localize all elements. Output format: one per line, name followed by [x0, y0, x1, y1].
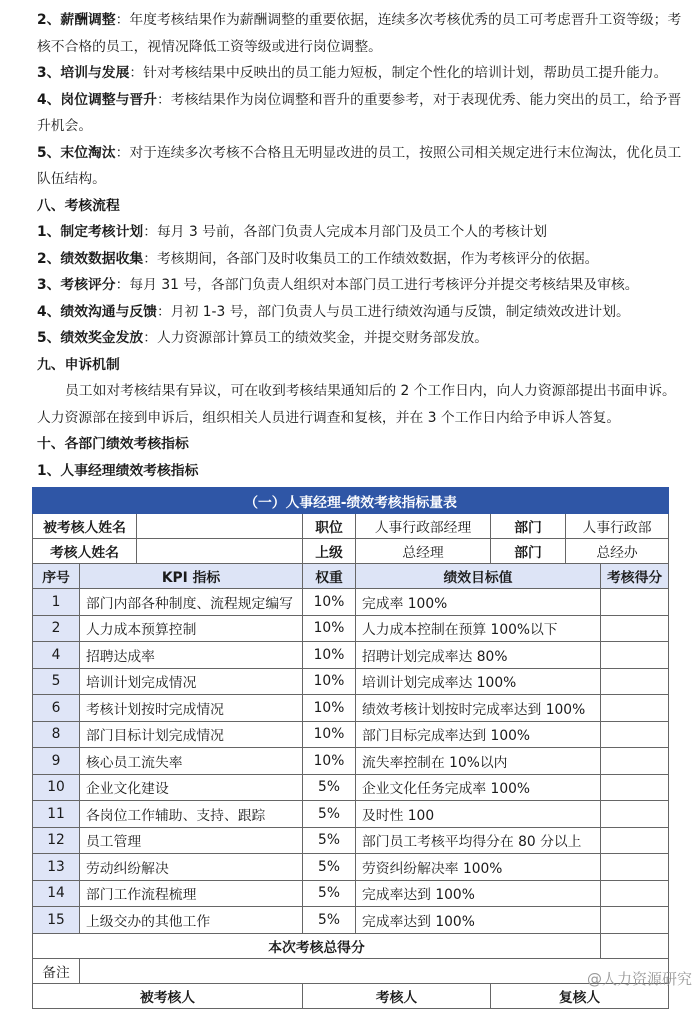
paragraph — [37, 87, 685, 140]
process-item — [37, 246, 685, 273]
kpi-weight: 5% — [303, 827, 356, 854]
paragraph — [37, 60, 685, 87]
info-key: 上级 — [303, 539, 356, 564]
table-row — [33, 801, 669, 828]
kpi-name: 部门内部各种制度、流程规定编写 — [80, 589, 303, 616]
row-number: 4 — [33, 642, 80, 669]
kpi-name: 员工管理 — [80, 827, 303, 854]
info-key: 部门 — [491, 539, 566, 564]
item-text: ：考核期间，各部门及时收集员工的工作绩效数据，作为考核评分的依据。 — [143, 250, 599, 267]
kpi-weight: 10% — [303, 695, 356, 722]
kpi-weight: 5% — [303, 907, 356, 934]
signature-assessee: 被考核人 — [33, 983, 303, 1008]
col-header: 权重 — [303, 564, 356, 589]
section-heading: 十、各部门绩效考核指标 — [37, 436, 189, 452]
signature-reviewer: 复核人 — [491, 983, 669, 1008]
kpi-target: 部门员工考核平均得分在 80 分以上 — [356, 827, 601, 854]
kpi-name: 部门目标计划完成情况 — [80, 721, 303, 748]
kpi-target: 企业文化任务完成率 100% — [356, 774, 601, 801]
kpi-name: 部门工作流程梳理 — [80, 880, 303, 907]
kpi-target: 部门目标完成率达到 100% — [356, 721, 601, 748]
table-row — [33, 774, 669, 801]
process-item — [37, 219, 685, 246]
kpi-name: 核心员工流失率 — [80, 748, 303, 775]
info-label: 被考核人姓名 — [33, 514, 137, 539]
info-row — [33, 539, 669, 564]
info-value: 人事行政部 — [566, 514, 669, 539]
kpi-weight: 10% — [303, 748, 356, 775]
appeal-text: 员工如对考核结果有异议，可在收到考核结果通知后的 2 个工作日内，向人力资源部提出书面申诉。人力资源部在接到申诉后，组织相关人员进行调查和复核，并在 3 个工作日内给予申诉人答复。 — [37, 383, 676, 426]
score-cell[interactable] — [601, 774, 669, 801]
weibo-watermark: @人力资源研究 — [586, 970, 692, 988]
para-lead: 3、培训与发展 — [37, 65, 130, 81]
signature-row — [33, 983, 669, 1008]
item-lead: 1、制定考核计划 — [37, 224, 144, 240]
total-score-cell[interactable] — [601, 933, 669, 958]
row-number: 1 — [33, 589, 80, 616]
info-value: 总经理 — [356, 539, 491, 564]
col-header: KPI 指标 — [80, 564, 303, 589]
table-title: （一）人事经理-绩效考核指标量表 — [33, 488, 669, 514]
para-lead: 2、薪酬调整 — [37, 12, 116, 28]
para-text: ：针对考核结果中反映出的员工能力短板，制定个性化的培训计划，帮助员工提升能力。 — [129, 65, 668, 81]
score-cell[interactable] — [601, 854, 669, 881]
score-cell[interactable] — [601, 880, 669, 907]
item-lead: 5、绩效奖金发放 — [37, 330, 144, 346]
kpi-target: 培训计划完成率达 100% — [356, 668, 601, 695]
header-row — [33, 564, 669, 589]
kpi-name: 企业文化建设 — [80, 774, 303, 801]
table-row — [33, 721, 669, 748]
section-heading: 九、申诉机制 — [37, 356, 120, 373]
table-row — [33, 668, 669, 695]
assessor-name-field[interactable] — [137, 539, 303, 564]
assessee-name-field[interactable] — [137, 514, 303, 539]
kpi-weight: 5% — [303, 854, 356, 881]
kpi-target: 完成率达到 100% — [356, 880, 601, 907]
table-row — [33, 880, 669, 907]
table-row — [33, 615, 669, 642]
remark-label: 备注 — [33, 958, 80, 983]
item-text: ：人力资源部计算员工的绩效奖金，并提交财务部发放。 — [143, 330, 489, 346]
kpi-weight: 10% — [303, 721, 356, 748]
kpi-weight: 5% — [303, 880, 356, 907]
row-number: 8 — [33, 721, 80, 748]
kpi-weight: 10% — [303, 642, 356, 669]
item-lead: 2、绩效数据收集 — [37, 250, 144, 267]
score-cell[interactable] — [601, 801, 669, 828]
info-key: 职位 — [303, 514, 356, 539]
score-cell[interactable] — [601, 642, 669, 669]
kpi-weight: 5% — [303, 774, 356, 801]
paragraph — [37, 7, 685, 60]
kpi-name: 上级交办的其他工作 — [80, 907, 303, 934]
score-cell[interactable] — [601, 695, 669, 722]
kpi-name: 各岗位工作辅助、支持、跟踪 — [80, 801, 303, 828]
paragraph — [37, 140, 685, 193]
table-row — [33, 748, 669, 775]
col-header: 绩效目标值 — [356, 564, 601, 589]
signature-assessor: 考核人 — [303, 983, 491, 1008]
table-row — [33, 642, 669, 669]
page-flow — [0, 7, 700, 1009]
kpi-name: 考核计划按时完成情况 — [80, 695, 303, 722]
col-header: 考核得分 — [601, 564, 669, 589]
para-lead: 5、末位淘汰 — [37, 144, 116, 161]
info-value: 总经办 — [566, 539, 669, 564]
row-number: 2 — [33, 615, 80, 642]
para-text: ：对于连续多次考核不合格且无明显改进的员工，按照公司相关规定进行末位淘汰，优化员工队伍结构。 — [37, 144, 682, 187]
kpi-name: 人力成本预算控制 — [80, 615, 303, 642]
item-lead: 3、考核评分 — [37, 277, 116, 293]
subsection-heading: 1、人事经理绩效考核指标 — [37, 462, 199, 479]
kpi-name: 培训计划完成情况 — [80, 668, 303, 695]
process-item — [37, 325, 685, 352]
kpi-target: 绩效考核计划按时完成率达到 100% — [356, 695, 601, 722]
kpi-weight: 5% — [303, 801, 356, 828]
kpi-target: 完成率 100% — [356, 589, 601, 616]
process-item — [37, 272, 685, 299]
kpi-target: 劳资纠纷解决率 100% — [356, 854, 601, 881]
process-item — [37, 299, 685, 326]
item-text: ：每月 3 号前，各部门负责人完成本月部门及员工个人的考核计划 — [143, 224, 548, 240]
total-row — [33, 933, 669, 958]
info-value: 人事行政部经理 — [356, 514, 491, 539]
remark-field[interactable] — [80, 958, 669, 983]
table-row — [33, 827, 669, 854]
info-row — [33, 514, 669, 539]
row-number: 14 — [33, 880, 80, 907]
para-text: ：考核结果作为岗位调整和晋升的重要参考，对于表现优秀、能力突出的员工，给予晋升机会。 — [37, 91, 682, 134]
info-key: 部门 — [491, 514, 566, 539]
kpi-name: 招聘达成率 — [80, 642, 303, 669]
total-label: 本次考核总得分 — [33, 933, 601, 958]
row-number: 5 — [33, 668, 80, 695]
score-cell[interactable] — [601, 615, 669, 642]
info-label: 考核人姓名 — [33, 539, 137, 564]
para-text: ：年度考核结果作为薪酬调整的重要依据，连续多次考核优秀的员工可考虑晋升工资等级；考核不合格的员工，视情况降低工资等级或进行岗位调整。 — [37, 12, 682, 55]
kpi-target: 流失率控制在 10%以内 — [356, 748, 601, 775]
kpi-table — [32, 487, 669, 1009]
table-row — [33, 854, 669, 881]
score-cell[interactable] — [601, 589, 669, 616]
row-number: 13 — [33, 854, 80, 881]
item-text: ：每月 31 号，各部门负责人组织对本部门员工进行考核评分并提交考核结果及审核。 — [115, 277, 639, 293]
table-row — [33, 589, 669, 616]
col-header: 序号 — [33, 564, 80, 589]
section-heading: 八、考核流程 — [37, 197, 120, 214]
kpi-weight: 10% — [303, 589, 356, 616]
score-cell[interactable] — [601, 668, 669, 695]
row-number: 12 — [33, 827, 80, 854]
row-number: 11 — [33, 801, 80, 828]
kpi-target: 及时性 100 — [356, 801, 601, 828]
table-row — [33, 695, 669, 722]
kpi-target: 人力成本控制在预算 100%以下 — [356, 615, 601, 642]
table-row — [33, 907, 669, 934]
row-number: 9 — [33, 748, 80, 775]
kpi-name: 劳动纠纷解决 — [80, 854, 303, 881]
score-cell[interactable] — [601, 721, 669, 748]
row-number: 15 — [33, 907, 80, 934]
kpi-target: 招聘计划完成率达 80% — [356, 642, 601, 669]
document-body — [37, 7, 685, 484]
score-cell[interactable] — [601, 827, 669, 854]
item-text: ：月初 1-3 号，部门负责人与员工进行绩效沟通与反馈，制定绩效改进计划。 — [156, 303, 630, 320]
row-number: 10 — [33, 774, 80, 801]
kpi-weight: 10% — [303, 615, 356, 642]
kpi-target: 完成率达到 100% — [356, 907, 601, 934]
score-cell[interactable] — [601, 748, 669, 775]
row-number: 6 — [33, 695, 80, 722]
remark-row — [33, 958, 669, 983]
item-lead: 4、绩效沟通与反馈 — [37, 303, 157, 320]
para-lead: 4、岗位调整与晋升 — [37, 91, 157, 108]
score-cell[interactable] — [601, 907, 669, 934]
kpi-weight: 10% — [303, 668, 356, 695]
